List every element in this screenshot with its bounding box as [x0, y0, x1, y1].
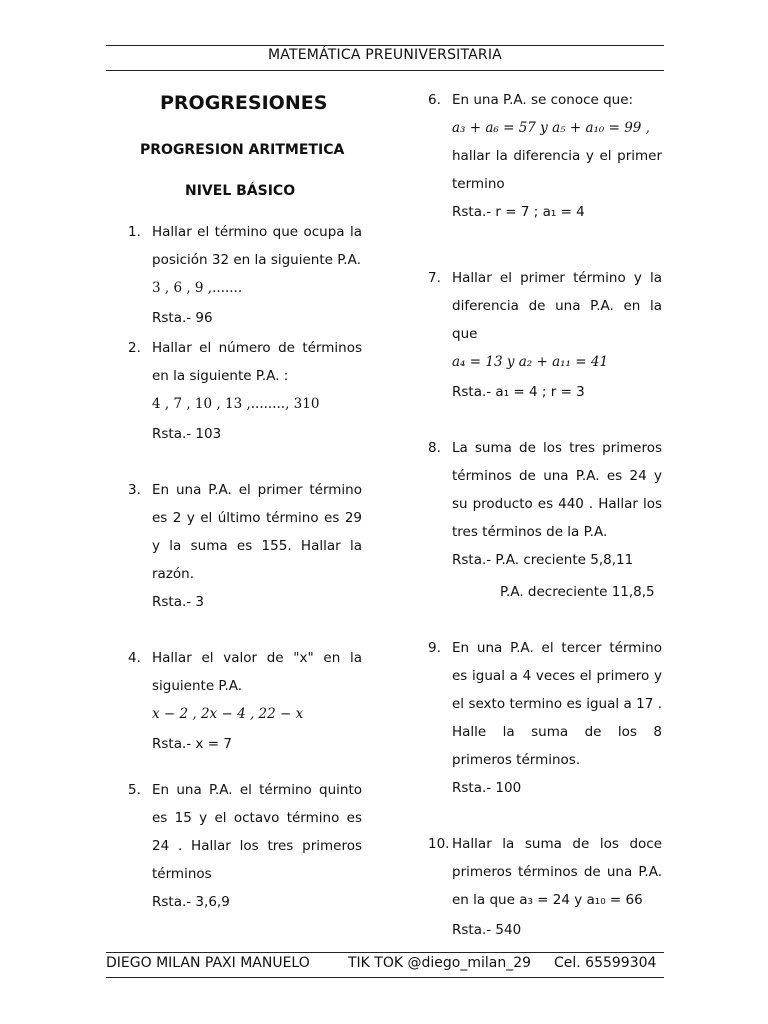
- problem-number: 4.: [128, 650, 141, 666]
- problem-statement: Hallar el término que ocupa la posición 32 en la siguiente P.A.: [152, 224, 362, 268]
- problem-number: 7.: [428, 270, 441, 286]
- footer-tiktok: TIK TOK @diego_milan_29: [348, 955, 532, 971]
- header-title: MATEMÁTICA PREUNIVERSITARIA: [268, 47, 502, 63]
- problem-answer-second: P.A. decreciente 11,8,5: [500, 584, 655, 600]
- header-bottom-rule: [106, 70, 664, 71]
- problem-statement: En una P.A. se conoce que:: [452, 92, 634, 108]
- problem-1: [128, 218, 362, 332]
- footer-author: DIEGO MILAN PAXI MANUELO: [106, 955, 310, 971]
- problem-answer: Rsta.- 103: [152, 426, 222, 442]
- footer-top-rule: [106, 952, 664, 953]
- problem-answer: Rsta.- 3,6,9: [152, 894, 230, 910]
- page-title: PROGRESIONES: [160, 92, 328, 114]
- problem-answer: Rsta.- 96: [152, 310, 213, 326]
- problem-6: [428, 86, 662, 226]
- problem-10: [428, 830, 662, 944]
- problem-number: 2.: [128, 340, 141, 356]
- problem-number: 3.: [128, 482, 141, 498]
- problem-number: 5.: [128, 782, 141, 798]
- problem-answer: Rsta.- 100: [452, 780, 522, 796]
- problem-8: [428, 434, 662, 606]
- problem-statement: La suma de los tres primeros términos de una P.A. es 24 y su producto es 440 . Hallar los tres términos de la P.A.: [452, 440, 662, 540]
- problem-math: 4 , 7 , 10 , 13 ,........, 310: [152, 396, 320, 412]
- problem-answer: Rsta.- P.A. creciente 5,8,11: [452, 552, 634, 568]
- problem-number: 9.: [428, 640, 441, 656]
- problem-statement: Hallar la suma de los doce primeros términos de una P.A. en la que a₃ = 24 y a₁₀ = 66: [452, 836, 662, 908]
- problem-statement: En una P.A. el tercer término es igual a 4 veces el primero y el sexto termino es igual a 17 . Halle la suma de los 8 primeros términos.: [452, 640, 662, 768]
- problem-answer: Rsta.- a₁ = 4 ; r = 3: [452, 384, 585, 400]
- problem-2: [128, 334, 362, 448]
- problem-3: [128, 476, 362, 616]
- problem-statement: Hallar el primer término y la diferencia de una P.A. en la que: [452, 270, 662, 342]
- problem-number: 10.: [428, 836, 450, 852]
- problem-statement: En una P.A. el término quinto es 15 y el octavo término es 24 . Hallar los tres primeros términos: [152, 782, 362, 882]
- problem-number: 1.: [128, 224, 141, 240]
- level-title: NIVEL BÁSICO: [185, 183, 296, 199]
- problem-math: x − 2 , 2x − 4 , 22 − x: [152, 706, 304, 722]
- problem-answer: Rsta.- r = 7 ; a₁ = 4: [452, 204, 585, 220]
- problem-5: [128, 776, 362, 916]
- left-column: [128, 218, 362, 916]
- section-title: PROGRESION ARITMETICA: [140, 142, 345, 158]
- problem-statement: Hallar el valor de "x" en la siguiente P.A.: [152, 650, 362, 694]
- problem-math: 3 , 6 , 9 ,.......: [152, 280, 243, 296]
- problem-math: a₃ + a₆ = 57 y a₅ + a₁₀ = 99 ,: [452, 120, 650, 136]
- problem-number: 6.: [428, 92, 441, 108]
- problem-4: [128, 644, 362, 758]
- problem-answer: Rsta.- 540: [452, 922, 522, 938]
- problem-number: 8.: [428, 440, 441, 456]
- problem-math: a₄ = 13 y a₂ + a₁₁ = 41: [452, 354, 609, 370]
- problem-answer: Rsta.- 3: [152, 594, 205, 610]
- footer-bottom-rule: [106, 977, 664, 978]
- problem-9: [428, 634, 662, 802]
- problem-statement-continued: hallar la diferencia y el primer termino: [452, 148, 662, 192]
- footer-phone: Cel. 65599304: [554, 955, 657, 971]
- problem-answer: Rsta.- x = 7: [152, 736, 232, 752]
- problem-7: [428, 264, 662, 406]
- right-column: [428, 86, 662, 944]
- problem-statement: En una P.A. el primer término es 2 y el último término es 29 y la suma es 155. Hallar la razón.: [152, 482, 362, 582]
- header-top-rule: [106, 45, 664, 46]
- problem-statement: Hallar el número de términos en la siguiente P.A. :: [152, 340, 362, 384]
